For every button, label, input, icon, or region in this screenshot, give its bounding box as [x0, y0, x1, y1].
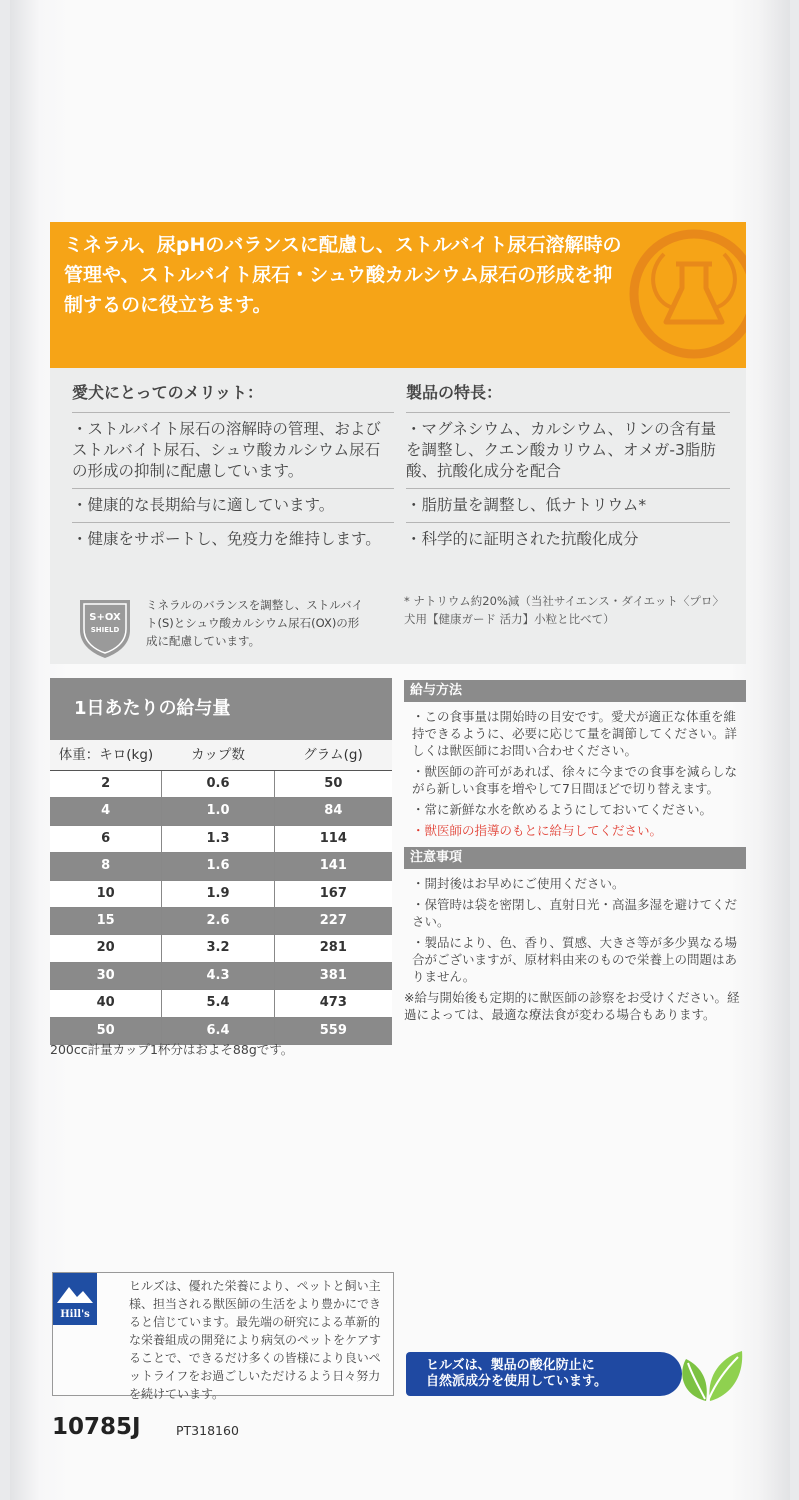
cups-cell: 4.3 [161, 963, 273, 989]
table-row [50, 963, 392, 990]
caution-extra: ※給与開始後も定期的に獣医師の診察をお受けください。経過によっては、最適な療法食が変わる場合もあります。 [404, 990, 740, 1022]
cups-cell: 3.2 [161, 935, 273, 961]
list-item: ・健康的な長期給与に適しています。 [72, 489, 394, 523]
list-item: ・脂肪量を調整し、低ナトリウム* [406, 489, 730, 523]
table-row [50, 881, 392, 908]
cups-cell: 1.0 [161, 798, 273, 824]
table-row [50, 798, 392, 825]
banner-text: ミネラル、尿pHのバランスに配慮し、ストルバイト尿石溶解時の管理や、ストルバイト尿石・シュウ酸カルシウム尿石の形成を抑制するのに役立ちます。 [64, 234, 622, 316]
hills-logo-text: Hill's [60, 1309, 90, 1320]
table-row [50, 990, 392, 1017]
list-item: ・獣医師の許可があれば、徐々に今までの食事を減らしながら新しい食事を増やして7日間ほどで切り替えます。 [412, 764, 738, 796]
merits-title: 愛犬にとってのメリット： [72, 383, 264, 402]
grams-cell: 559 [274, 1018, 392, 1044]
cups-cell: 5.4 [161, 990, 273, 1016]
merits-column [72, 368, 394, 556]
hills-statement: ヒルズは、優れた栄養により、ペットと飼い主様、担当される獣医師の生活をより豊かにできると信じています。最先端の研究による革新的な栄養組成の開発により病気のペットをケアすることで、できるだけ多くの皆様により良いペットライフをお過ごしいただけるよう日々努力を続けています。 [129, 1279, 382, 1401]
table-row [50, 826, 392, 853]
grams-cell: 227 [274, 908, 392, 934]
cups-cell: 0.6 [161, 771, 273, 797]
list-item: ・製品により、色、香り、質感、大きさ等が多少異なる場合がございますが、原材料由来のもので栄養上の問題はありません。 [412, 935, 738, 984]
table-row [50, 935, 392, 962]
grams-cell: 381 [274, 963, 392, 989]
cups-cell: 2.6 [161, 908, 273, 934]
weight-cell: 6 [101, 830, 111, 846]
product-code: 10785J [52, 1414, 141, 1440]
shield-description: ミネラルのバランスを調整し、ストルバイト(S)とシュウ酸カルシウム尿石(OX)の形成に配慮しています。 [146, 598, 364, 648]
features-column [406, 368, 730, 556]
features-list [406, 412, 730, 556]
hills-logo [53, 1273, 97, 1325]
badge-line-2: 自然派成分を使用しています。 [426, 1374, 607, 1389]
features-title: 製品の特長： [406, 383, 503, 402]
hills-mountain-icon [53, 1273, 97, 1325]
shield-sub-label: SHIELD [90, 626, 120, 634]
weight-cell: 4 [101, 803, 111, 819]
weight-cell: 8 [101, 858, 111, 874]
grams-cell: 141 [274, 853, 392, 879]
weight-cell: 15 [96, 912, 115, 928]
grams-cell: 114 [274, 826, 392, 852]
method-list [404, 702, 746, 847]
grams-cell: 50 [274, 771, 392, 797]
feeding-table-header [50, 740, 392, 771]
benefits-panel [50, 368, 746, 664]
method-title: 給与方法 [404, 680, 746, 702]
antioxidant-badge [406, 1352, 682, 1396]
cups-cell: 1.6 [161, 853, 273, 879]
column-header-weight: 体重：キロ(kg) [58, 747, 154, 763]
shield-label: S+OX [89, 612, 121, 623]
grams-cell: 167 [274, 881, 392, 907]
list-item: ・この食事量は開始時の目安です。愛犬が適正な体重を維持できるように、必要に応じて量を調節してください。詳しくは獣医師にお問い合わせください。 [412, 709, 738, 758]
cup-note: 200cc計量カップ1杯分はおよそ88gです。 [50, 1042, 294, 1057]
table-row [50, 853, 392, 880]
list-item: ・常に新鮮な水を飲めるようにしておいてください。 [412, 802, 713, 817]
weight-cell: 2 [101, 776, 111, 791]
weight-cell: 20 [96, 940, 115, 956]
product-sub-code: PT318160 [176, 1423, 239, 1438]
weight-cell: 50 [96, 1022, 115, 1038]
grams-cell: 84 [274, 798, 392, 824]
caution-title: 注意事項 [404, 847, 746, 869]
cups-cell: 1.3 [161, 826, 273, 852]
flask-stethoscope-icon [624, 224, 746, 364]
list-item: ・マグネシウム、カルシウム、リンの含有量を調整し、クエン酸カリウム、オメガ-3脂肪酸、抗酸化成分を配合 [406, 413, 730, 489]
table-row [50, 771, 392, 798]
list-item: ・開封後はお早めにご使用ください。 [412, 876, 625, 891]
column-header-grams: グラム(g) [303, 747, 363, 763]
merits-list [72, 412, 394, 556]
sodium-note: * ナトリウム約20%減（当社サイエンス・ダイエット〈プロ〉犬用【健康ガード 活力】小粒と比べて） [404, 594, 724, 626]
weight-cell: 30 [96, 967, 115, 983]
column-header-cups: カップ数 [191, 747, 245, 763]
instructions-section [404, 680, 746, 1031]
badge-line-1: ヒルズは、製品の酸化防止に [426, 1358, 595, 1373]
weight-cell: 10 [96, 885, 115, 901]
list-item: ・ストルバイト尿石の溶解時の管理、およびストルバイト尿石、シュウ酸カルシウム尿石の形成の抑制に配慮しています。 [72, 413, 394, 489]
feeding-title: 1日あたりの給与量 [50, 678, 392, 740]
warning-item: ・獣医師の指導のもとに給与してください。 [412, 823, 663, 838]
weight-cell: 40 [96, 995, 115, 1011]
shield-icon [76, 596, 134, 660]
leaf-icon [676, 1345, 746, 1405]
list-item: ・科学的に証明された抗酸化成分 [406, 530, 639, 548]
grams-cell: 281 [274, 935, 392, 961]
hills-statement-box [52, 1272, 394, 1401]
list-item: ・健康をサポートし、免疫力を維持します。 [72, 530, 381, 548]
caution-list [404, 869, 746, 1031]
cups-cell: 6.4 [161, 1018, 273, 1044]
cups-cell: 1.9 [161, 881, 273, 907]
feeding-table-body [50, 771, 392, 1045]
feeding-table [50, 678, 392, 1045]
grams-cell: 473 [274, 990, 392, 1016]
table-row [50, 908, 392, 935]
list-item: ・保管時は袋を密閉し、直射日光・高温多湿を避けてください。 [412, 897, 738, 929]
benefit-banner [50, 222, 746, 368]
